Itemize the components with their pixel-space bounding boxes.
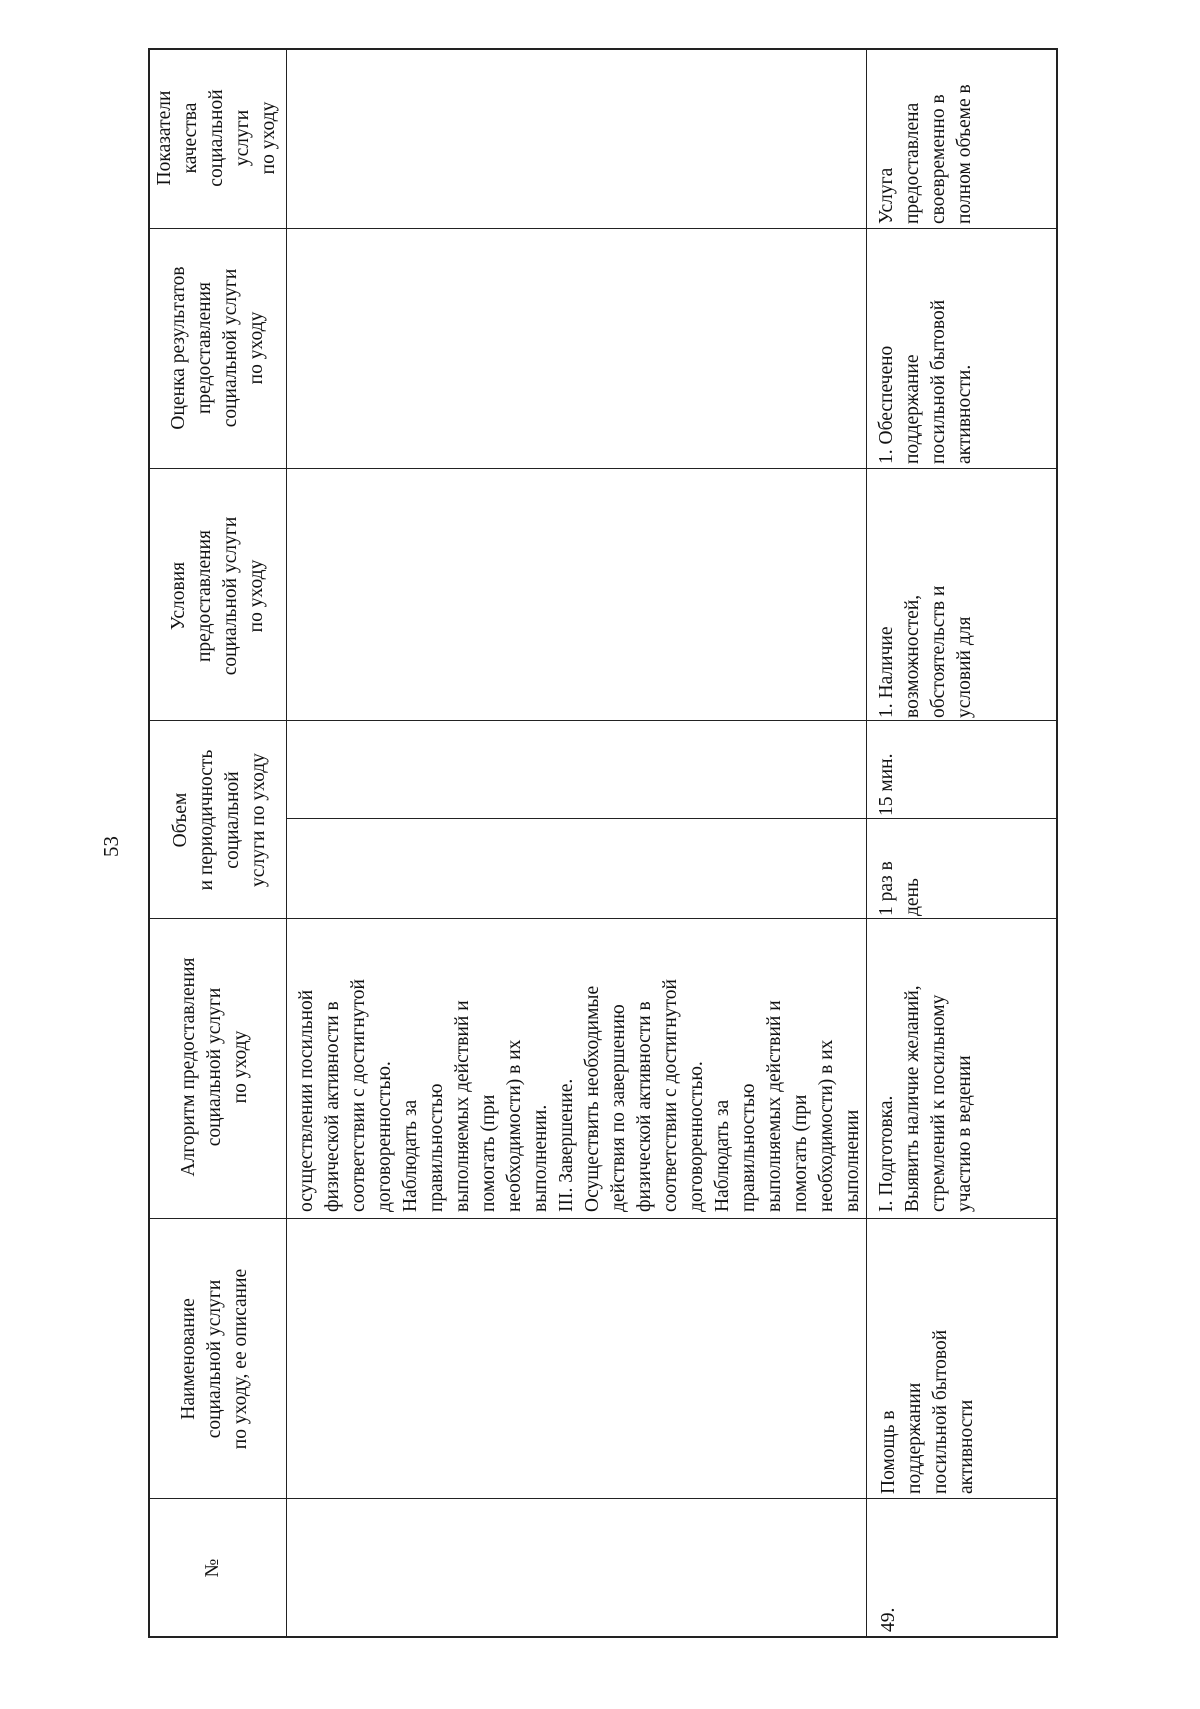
column-divider xyxy=(148,228,1058,229)
column-divider xyxy=(148,1498,1058,1499)
continuation-algorithm: осуществлении посильной физической активности в соответствии с достигнутой договоренностью. Наблюдать за правильностью выполняемых действий и помогать (при необходимости) в их выполнении. III. Завершение. Осуществить необходимые действия по завершению физической активности в соответствии с достигнутой договоренностью. Наблюдать за правильностью выполняемых действий и помогать (при необходимости) в их выполнении xyxy=(296,979,863,1212)
row-49-num: 49. xyxy=(878,1607,899,1632)
column-divider xyxy=(286,818,1058,819)
page-number: 53 xyxy=(98,835,123,857)
header-evaluation: Оценка результатов предоставления социальной услуги по уходу xyxy=(168,266,267,430)
row-49-name: Помощь в поддержании посильной бытовой активности xyxy=(878,1329,977,1494)
row-49-duration: 15 мин. xyxy=(876,753,897,816)
row-49-conditions: 1. Наличие возможностей, обстоятельств и условий для xyxy=(876,585,975,718)
row-49-frequency: 1 раз в день xyxy=(876,861,923,916)
row-49-algorithm: I. Подготовка. Выявить наличие желаний, стремлений к посильному участию в ведении xyxy=(876,985,975,1212)
column-divider xyxy=(148,918,1058,919)
header-name: Наименование социальной услуги по уходу, ее описание xyxy=(178,1268,251,1450)
header-quality: Показатели качества социальной услуги по уходу xyxy=(154,89,279,187)
column-divider xyxy=(148,1218,1058,1219)
row-divider xyxy=(866,48,867,1638)
header-algorithm: Алгоритм предоставления социальной услуги по уходу xyxy=(178,957,251,1177)
header-num: № xyxy=(202,1558,223,1578)
column-divider xyxy=(148,468,1058,469)
header-volume: Объем и периодичность социальной услуги по уходу xyxy=(170,749,269,891)
column-divider xyxy=(148,720,1058,721)
row-49-evaluation: 1. Обеспечено поддержание посильной бытовой активности. xyxy=(876,299,975,464)
row-divider xyxy=(286,48,287,1638)
row-49-quality: Услуга предоставлена своевременно в полном объеме в xyxy=(876,84,975,224)
header-conditions: Условия предоставления социальной услуги по уходу xyxy=(168,516,267,676)
